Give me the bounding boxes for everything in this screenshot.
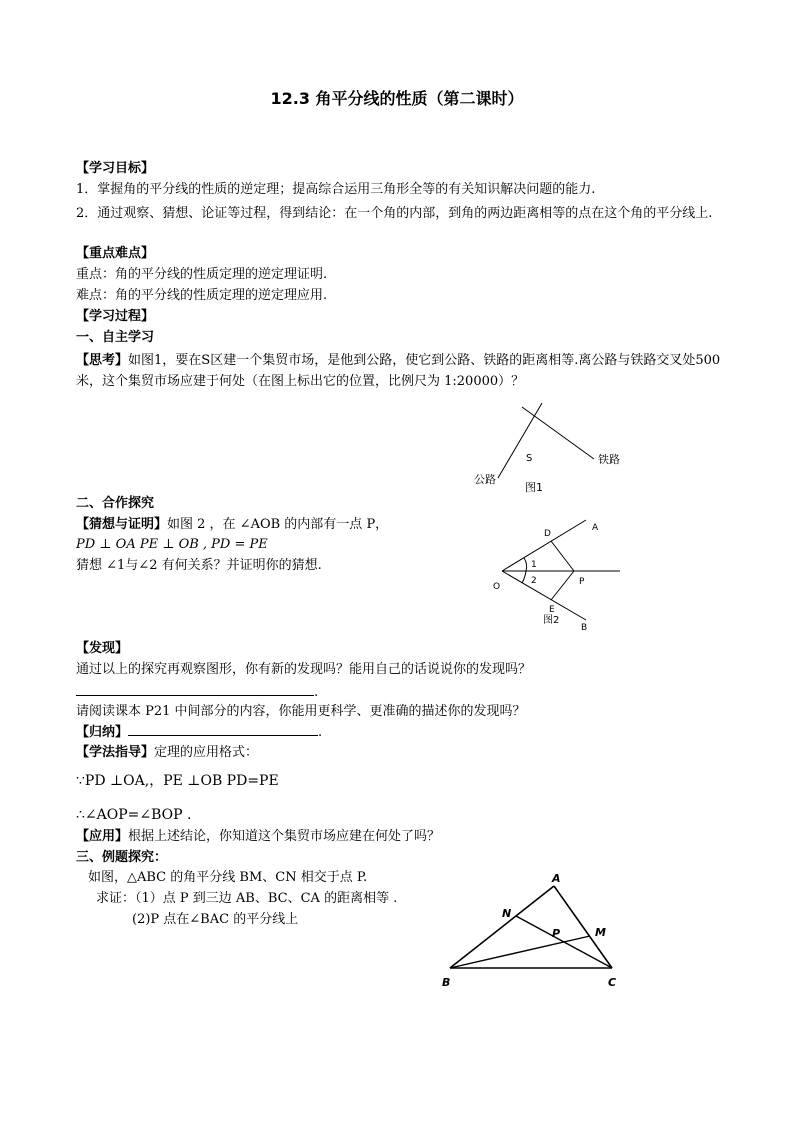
guess-question: 猜想 ∠1与∠2 有何关系？并证明你的猜想. — [76, 558, 322, 573]
figure-3 — [436, 872, 626, 992]
because-statement: ∵PD ⊥OA,，PE ⊥OB PD=PE — [76, 773, 279, 789]
summary-blank[interactable] — [128, 723, 318, 736]
angle-1-arc — [524, 558, 527, 571]
figure-2-caption: 图2 — [543, 615, 560, 626]
label-d: D — [544, 529, 551, 539]
read-question: 请阅读课本 P21 中间部分的内容，你能用更科学、更准确的描述你的发现吗？ — [76, 704, 526, 719]
label-o: O — [493, 582, 501, 592]
method-text: 定理的应用格式： — [154, 745, 259, 760]
guess-label: 【猜想与证明】 — [76, 517, 168, 532]
discover-question: 通过以上的探究再观察图形，你有新的发现吗？能用自己的话说说你的发现吗？ — [76, 662, 532, 677]
label-m: M — [595, 926, 606, 939]
figure-1 — [460, 395, 640, 500]
label-p: P — [552, 927, 561, 940]
label-p: P — [579, 577, 585, 587]
segment-pd — [551, 541, 574, 571]
coop-heading: 二、合作探究 — [76, 496, 155, 511]
blank-period: . — [314, 685, 319, 700]
figure-1-caption: 图1 — [525, 481, 543, 494]
key-point: 重点：角的平分线的性质定理的逆定理证明. — [76, 267, 328, 282]
method-label: 【学法指导】 — [76, 745, 155, 760]
goals-heading: 【学习目标】 — [76, 161, 155, 176]
figure-2 — [488, 512, 628, 636]
discover-heading: 【发现】 — [76, 641, 129, 656]
ray-oa — [502, 520, 586, 571]
road-label: 公路 — [474, 473, 496, 486]
label-b: B — [442, 976, 451, 989]
therefore-statement: ∴∠AOP=∠BOP . — [76, 807, 192, 823]
think-text: 如图1，要在S区建一个集贸市场，是他到公路，使它到公路、铁路的距离相等.离公路与铁路交叉处500米，这个集贸市场应建于何处（在图上标出它的位置，比例尺为 1:20000）？ — [76, 353, 721, 389]
guess-text: 如图 2 ，在 ∠AOB 的内部有一点 P， — [167, 517, 389, 532]
guess-condition: PD ⊥ OA PE ⊥ OB , PD = PE — [76, 537, 268, 552]
apply-label: 【应用】 — [76, 829, 129, 844]
think-paragraph — [76, 350, 722, 392]
angle-2-arc — [522, 571, 526, 583]
goal-1: 1．掌握角的平分线的性质的逆定理；提高综合运用三角形全等的有关知识解决问题的能力. — [76, 182, 596, 197]
answer-blank[interactable] — [76, 683, 314, 696]
railway-label: 铁路 — [598, 453, 620, 466]
apply-paragraph — [76, 828, 440, 846]
label-n: N — [502, 907, 512, 920]
method-paragraph — [76, 744, 258, 762]
summary-period: . — [318, 725, 323, 740]
label-2: 2 — [531, 576, 537, 586]
example-text: 如图，△ABC 的角平分线 BM、CN 相交于点 P. — [88, 870, 368, 885]
label-a: A — [552, 872, 561, 885]
segment-pe — [551, 571, 574, 600]
ray-ob — [502, 571, 586, 620]
discover-answer-line — [76, 683, 318, 702]
self-study-heading: 一、自主学习 — [76, 330, 155, 345]
prove-1: 求证：（1）点 P 到三边 AB、BC、CA 的距离相等 . — [96, 891, 398, 906]
label-1: 1 — [531, 560, 537, 570]
prove-2: (2)P 点在∠BAC 的平分线上 — [132, 912, 299, 927]
example-heading: 三、例题探究： — [76, 850, 168, 865]
apply-text: 根据上述结论，你知道这个集贸市场应建在何处了吗？ — [128, 829, 441, 844]
think-label: 【思考】 — [76, 353, 129, 368]
process-heading: 【学习过程】 — [76, 309, 155, 324]
summary-line — [76, 723, 322, 742]
road-line — [498, 403, 542, 478]
label-c: C — [608, 976, 617, 989]
label-a: A — [592, 523, 599, 533]
label-b: B — [581, 623, 588, 633]
s-label: S — [526, 453, 533, 464]
goal-2: 2．通过观察、猜想、论证等过程，得到结论：在一个角的内部，到角的两边距离相等的点在这个角的平分线上. — [76, 206, 713, 221]
guess-paragraph — [76, 516, 388, 534]
label-e: E — [549, 605, 555, 615]
key-heading: 【重点难点】 — [76, 246, 155, 261]
railway-line — [522, 407, 594, 459]
bisector-cn — [516, 916, 612, 968]
summary-label: 【归纳】 — [76, 725, 129, 740]
difficult-point: 难点：角的平分线的性质定理的逆定理应用. — [76, 288, 328, 303]
page-title: 12.3 角平分线的性质（第二课时） — [270, 89, 524, 108]
